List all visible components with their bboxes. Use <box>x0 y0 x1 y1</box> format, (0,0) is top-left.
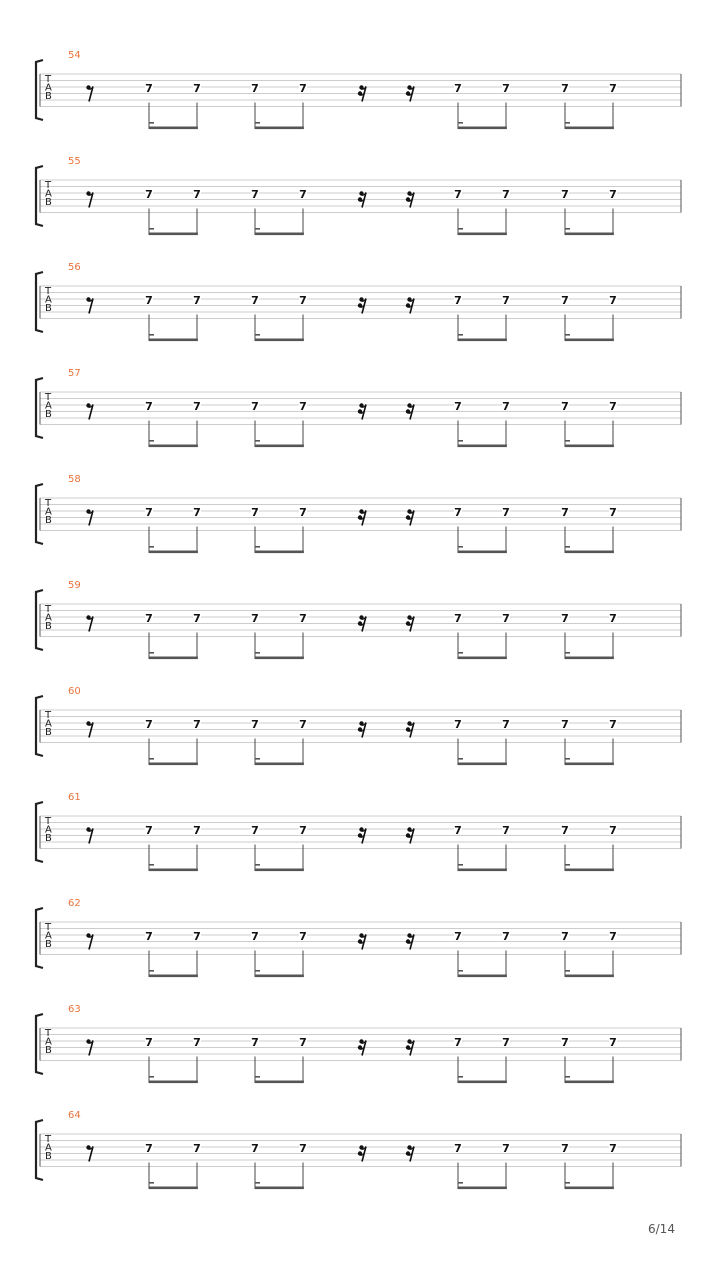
system-bracket <box>36 590 43 650</box>
fret-number: 7 <box>193 1142 201 1155</box>
beam <box>458 339 507 342</box>
tab-clef-letter: B <box>45 1151 52 1162</box>
sixteenth-beamlet <box>149 864 154 866</box>
fret-number: 7 <box>251 930 259 943</box>
fret-number: 7 <box>609 506 617 519</box>
fret-number: 7 <box>609 718 617 731</box>
sixteenth-beamlet <box>565 970 570 972</box>
bar-number: 62 <box>68 898 81 909</box>
tab-system <box>0 50 720 160</box>
fret-number: 7 <box>561 506 569 519</box>
sixteenth-beamlet <box>149 1182 154 1184</box>
sixteenth-beamlet <box>255 228 260 230</box>
fret-number: 7 <box>454 718 462 731</box>
beam <box>565 1081 614 1084</box>
beam <box>149 1081 198 1084</box>
sixteenth-beamlet <box>458 864 463 866</box>
beam <box>255 657 304 660</box>
sixteenth-beamlet <box>458 440 463 442</box>
sixteenth-beamlet <box>255 1076 260 1078</box>
tab-staff <box>0 902 720 1008</box>
system-bracket <box>36 272 43 332</box>
sixteenth-beamlet <box>565 334 570 336</box>
fret-number: 7 <box>561 1142 569 1155</box>
beam <box>149 869 198 872</box>
fret-number: 7 <box>193 82 201 95</box>
tab-clef-letter: T <box>45 74 52 85</box>
bar-number: 58 <box>68 474 81 485</box>
beam <box>458 763 507 766</box>
tab-system <box>0 368 720 478</box>
tab-clef-letter: A <box>45 82 52 94</box>
beam <box>565 657 614 660</box>
sixteenth-rest-icon <box>406 721 414 737</box>
tab-system <box>0 792 720 902</box>
tab-clef-letter: A <box>45 294 52 306</box>
tab-clef-letter: B <box>45 939 52 950</box>
sixteenth-rest-icon <box>406 827 414 843</box>
bar-number: 60 <box>68 686 81 697</box>
sixteenth-rest-icon <box>406 297 414 313</box>
tab-clef-letter: B <box>45 303 52 314</box>
fret-number: 7 <box>145 506 153 519</box>
sixteenth-rest-icon <box>406 85 414 101</box>
fret-number: 7 <box>454 930 462 943</box>
fret-number: 7 <box>193 612 201 625</box>
tab-system <box>0 262 720 372</box>
sixteenth-beamlet <box>565 546 570 548</box>
fret-number: 7 <box>502 188 510 201</box>
beam <box>458 869 507 872</box>
fret-number: 7 <box>561 188 569 201</box>
fret-number: 7 <box>193 718 201 731</box>
fret-number: 7 <box>561 930 569 943</box>
tab-clef-letter: B <box>45 91 52 102</box>
beam <box>255 763 304 766</box>
fret-number: 7 <box>454 612 462 625</box>
system-bracket <box>36 166 43 226</box>
tab-clef-letter: T <box>45 710 52 721</box>
fret-number: 7 <box>251 400 259 413</box>
beam <box>255 339 304 342</box>
beam <box>565 551 614 554</box>
fret-number: 7 <box>502 930 510 943</box>
fret-number: 7 <box>609 188 617 201</box>
fret-number: 7 <box>251 82 259 95</box>
fret-number: 7 <box>193 506 201 519</box>
tab-clef-letter: T <box>45 180 52 191</box>
fret-number: 7 <box>609 930 617 943</box>
beam <box>255 233 304 236</box>
fret-number: 7 <box>502 824 510 837</box>
fret-number: 7 <box>145 1142 153 1155</box>
tab-clef-letter: A <box>45 1142 52 1154</box>
beam <box>458 1081 507 1084</box>
fret-number: 7 <box>299 506 307 519</box>
fret-number: 7 <box>299 294 307 307</box>
sixteenth-rest-icon <box>358 403 366 419</box>
tab-clef-letter: A <box>45 506 52 518</box>
beam <box>149 763 198 766</box>
sixteenth-beamlet <box>565 652 570 654</box>
sixteenth-beamlet <box>255 970 260 972</box>
tab-clef-letter: T <box>45 1028 52 1039</box>
sixteenth-rest-icon <box>358 297 366 313</box>
fret-number: 7 <box>561 718 569 731</box>
sixteenth-rest-icon <box>406 615 414 631</box>
beam <box>565 763 614 766</box>
bar-number: 54 <box>68 50 81 61</box>
fret-number: 7 <box>609 824 617 837</box>
tab-clef-letter: B <box>45 197 52 208</box>
beam <box>255 127 304 130</box>
sixteenth-rest-icon <box>358 191 366 207</box>
tab-clef-letter: T <box>45 286 52 297</box>
sixteenth-rest-icon <box>358 615 366 631</box>
fret-number: 7 <box>193 400 201 413</box>
fret-number: 7 <box>454 1036 462 1049</box>
sixteenth-beamlet <box>565 758 570 760</box>
beam <box>149 551 198 554</box>
beam <box>255 445 304 448</box>
tab-system <box>0 474 720 584</box>
beam <box>149 339 198 342</box>
fret-number: 7 <box>299 400 307 413</box>
fret-number: 7 <box>251 1036 259 1049</box>
sixteenth-beamlet <box>149 758 154 760</box>
beam <box>255 1081 304 1084</box>
sixteenth-beamlet <box>458 1182 463 1184</box>
tab-clef-letter: A <box>45 1036 52 1048</box>
fret-number: 7 <box>251 824 259 837</box>
fret-number: 7 <box>561 612 569 625</box>
fret-number: 7 <box>561 1036 569 1049</box>
bar-number: 59 <box>68 580 81 591</box>
fret-number: 7 <box>502 294 510 307</box>
fret-number: 7 <box>145 82 153 95</box>
tab-clef-letter: T <box>45 392 52 403</box>
sixteenth-beamlet <box>149 122 154 124</box>
fret-number: 7 <box>502 612 510 625</box>
tab-system <box>0 1004 720 1114</box>
tab-system <box>0 1110 720 1220</box>
fret-number: 7 <box>251 1142 259 1155</box>
tab-staff <box>0 796 720 902</box>
beam <box>255 975 304 978</box>
fret-number: 7 <box>193 930 201 943</box>
fret-number: 7 <box>609 612 617 625</box>
sixteenth-rest-icon <box>406 1039 414 1055</box>
sixteenth-beamlet <box>458 1076 463 1078</box>
fret-number: 7 <box>145 188 153 201</box>
fret-number: 7 <box>193 188 201 201</box>
sixteenth-beamlet <box>255 758 260 760</box>
tab-staff <box>0 160 720 266</box>
fret-number: 7 <box>454 82 462 95</box>
sixteenth-beamlet <box>458 652 463 654</box>
beam <box>149 1187 198 1190</box>
fret-number: 7 <box>251 718 259 731</box>
sixteenth-beamlet <box>255 440 260 442</box>
fret-number: 7 <box>609 1142 617 1155</box>
tab-clef-letter: A <box>45 718 52 730</box>
fret-number: 7 <box>454 294 462 307</box>
sixteenth-beamlet <box>149 652 154 654</box>
system-bracket <box>36 696 43 756</box>
system-bracket <box>36 1120 43 1180</box>
fret-number: 7 <box>299 1142 307 1155</box>
system-bracket <box>36 1014 43 1074</box>
sixteenth-beamlet <box>565 864 570 866</box>
fret-number: 7 <box>145 294 153 307</box>
bar-number: 55 <box>68 156 81 167</box>
fret-number: 7 <box>251 506 259 519</box>
tab-system <box>0 686 720 796</box>
fret-number: 7 <box>145 400 153 413</box>
beam <box>458 975 507 978</box>
sixteenth-rest-icon <box>358 509 366 525</box>
fret-number: 7 <box>502 400 510 413</box>
fret-number: 7 <box>561 824 569 837</box>
beam <box>565 869 614 872</box>
fret-number: 7 <box>502 1036 510 1049</box>
sixteenth-rest-icon <box>406 1145 414 1161</box>
system-bracket <box>36 484 43 544</box>
fret-number: 7 <box>454 400 462 413</box>
fret-number: 7 <box>609 400 617 413</box>
sixteenth-beamlet <box>458 758 463 760</box>
fret-number: 7 <box>454 188 462 201</box>
tab-clef-letter: A <box>45 824 52 836</box>
fret-number: 7 <box>299 82 307 95</box>
beam <box>149 127 198 130</box>
system-bracket <box>36 908 43 968</box>
system-bracket <box>36 60 43 120</box>
beam <box>458 1187 507 1190</box>
fret-number: 7 <box>609 82 617 95</box>
tab-staff <box>0 54 720 160</box>
fret-number: 7 <box>251 294 259 307</box>
sixteenth-beamlet <box>255 864 260 866</box>
beam <box>149 233 198 236</box>
sixteenth-rest-icon <box>358 933 366 949</box>
fret-number: 7 <box>145 930 153 943</box>
sixteenth-beamlet <box>255 652 260 654</box>
fret-number: 7 <box>299 612 307 625</box>
fret-number: 7 <box>299 188 307 201</box>
fret-number: 7 <box>609 294 617 307</box>
tab-clef-letter: B <box>45 409 52 420</box>
fret-number: 7 <box>251 612 259 625</box>
sixteenth-beamlet <box>255 1182 260 1184</box>
beam <box>565 445 614 448</box>
tab-clef-letter: B <box>45 621 52 632</box>
sixteenth-beamlet <box>149 546 154 548</box>
tab-clef-letter: B <box>45 515 52 526</box>
tab-clef-letter: T <box>45 604 52 615</box>
tab-clef-letter: A <box>45 612 52 624</box>
beam <box>565 1187 614 1190</box>
sixteenth-beamlet <box>149 440 154 442</box>
beam <box>458 657 507 660</box>
tab-staff <box>0 584 720 690</box>
sixteenth-rest-icon <box>358 1145 366 1161</box>
beam <box>149 445 198 448</box>
sixteenth-beamlet <box>255 334 260 336</box>
sixteenth-beamlet <box>565 122 570 124</box>
system-bracket <box>36 378 43 438</box>
beam <box>255 869 304 872</box>
sixteenth-beamlet <box>255 546 260 548</box>
sixteenth-rest-icon <box>358 827 366 843</box>
fret-number: 7 <box>251 188 259 201</box>
beam <box>458 551 507 554</box>
tab-system <box>0 580 720 690</box>
sixteenth-beamlet <box>458 970 463 972</box>
tab-clef-letter: T <box>45 498 52 509</box>
beam <box>565 339 614 342</box>
beam <box>149 657 198 660</box>
tab-staff <box>0 1008 720 1114</box>
fret-number: 7 <box>502 718 510 731</box>
tab-clef-letter: A <box>45 930 52 942</box>
tab-staff <box>0 372 720 478</box>
fret-number: 7 <box>502 82 510 95</box>
tab-clef-letter: T <box>45 1134 52 1145</box>
sixteenth-rest-icon <box>406 191 414 207</box>
sixteenth-rest-icon <box>406 403 414 419</box>
fret-number: 7 <box>193 294 201 307</box>
beam <box>255 551 304 554</box>
tab-clef-letter: B <box>45 1045 52 1056</box>
fret-number: 7 <box>454 506 462 519</box>
tab-clef-letter: T <box>45 816 52 827</box>
system-bracket <box>36 802 43 862</box>
fret-number: 7 <box>193 824 201 837</box>
bar-number: 64 <box>68 1110 81 1121</box>
sixteenth-beamlet <box>458 546 463 548</box>
fret-number: 7 <box>454 1142 462 1155</box>
tab-system <box>0 898 720 1008</box>
sixteenth-rest-icon <box>358 721 366 737</box>
sixteenth-beamlet <box>458 334 463 336</box>
sixteenth-beamlet <box>565 440 570 442</box>
sixteenth-rest-icon <box>358 85 366 101</box>
tab-clef-letter: T <box>45 922 52 933</box>
tab-clef-letter: B <box>45 727 52 738</box>
beam <box>565 233 614 236</box>
fret-number: 7 <box>299 930 307 943</box>
fret-number: 7 <box>299 1036 307 1049</box>
beam <box>565 975 614 978</box>
fret-number: 7 <box>145 1036 153 1049</box>
fret-number: 7 <box>145 824 153 837</box>
fret-number: 7 <box>502 1142 510 1155</box>
tab-staff <box>0 690 720 796</box>
sixteenth-beamlet <box>149 970 154 972</box>
sixteenth-beamlet <box>149 1076 154 1078</box>
sixteenth-beamlet <box>255 122 260 124</box>
bar-number: 56 <box>68 262 81 273</box>
bar-number: 57 <box>68 368 81 379</box>
sixteenth-beamlet <box>458 122 463 124</box>
sixteenth-beamlet <box>565 228 570 230</box>
bar-number: 63 <box>68 1004 81 1015</box>
tab-staff <box>0 1114 720 1220</box>
sixteenth-beamlet <box>149 334 154 336</box>
sixteenth-rest-icon <box>358 1039 366 1055</box>
beam <box>565 127 614 130</box>
page-number: 6/14 <box>648 1222 675 1236</box>
fret-number: 7 <box>561 82 569 95</box>
fret-number: 7 <box>561 400 569 413</box>
tab-clef-letter: A <box>45 188 52 200</box>
fret-number: 7 <box>145 718 153 731</box>
sixteenth-rest-icon <box>406 509 414 525</box>
sixteenth-rest-icon <box>406 933 414 949</box>
sixteenth-beamlet <box>149 228 154 230</box>
beam <box>458 127 507 130</box>
fret-number: 7 <box>454 824 462 837</box>
fret-number: 7 <box>193 1036 201 1049</box>
beam <box>458 445 507 448</box>
sixteenth-beamlet <box>458 228 463 230</box>
tab-staff <box>0 266 720 372</box>
tab-clef-letter: A <box>45 400 52 412</box>
sixteenth-beamlet <box>565 1076 570 1078</box>
beam <box>458 233 507 236</box>
fret-number: 7 <box>299 718 307 731</box>
fret-number: 7 <box>502 506 510 519</box>
fret-number: 7 <box>299 824 307 837</box>
tab-clef-letter: B <box>45 833 52 844</box>
tab-staff <box>0 478 720 584</box>
bar-number: 61 <box>68 792 81 803</box>
sixteenth-beamlet <box>565 1182 570 1184</box>
fret-number: 7 <box>561 294 569 307</box>
beam <box>149 975 198 978</box>
fret-number: 7 <box>609 1036 617 1049</box>
beam <box>255 1187 304 1190</box>
fret-number: 7 <box>145 612 153 625</box>
tab-system <box>0 156 720 266</box>
